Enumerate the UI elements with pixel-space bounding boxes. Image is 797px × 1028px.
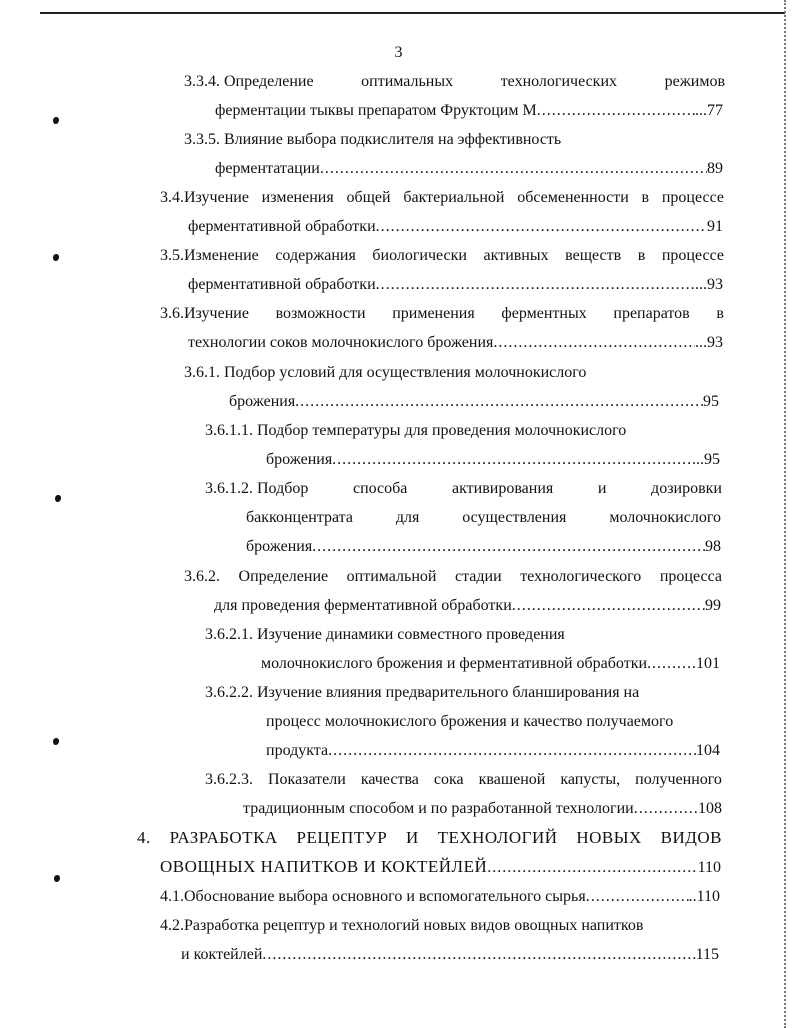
toc-entry-3-6-2-3-line-2: традиционным способом и по разработанной технологии ..... 108 bbox=[243, 799, 722, 821]
toc-entry-4-2-line-1: 4.2.Разработка рецептур и технологий новых видов овощных напитков bbox=[160, 917, 644, 934]
page-number: 3 bbox=[394, 44, 403, 61]
scan-speck bbox=[53, 117, 59, 124]
toc-entry-3-6-1-1-line-1: 3.6.1.1. Подбор температуры для проведения молочнокислого bbox=[205, 422, 627, 439]
toc-entry-3-6-2-2-line-1: 3.6.2.2. Изучение влияния предварительного бланширования на bbox=[205, 684, 640, 701]
toc-entry-3-3-4-line-2: ферментации тыквы препаратом Фруктоцим М ..... ...77 bbox=[215, 101, 723, 123]
toc-entry-3-6-2-2-line-3: продукта ..... 104 bbox=[266, 741, 720, 763]
toc-entry-3-4-line-1: 3.4.Изучение изменения общей бактериальной обсемененности в процессе bbox=[160, 189, 724, 206]
toc-entry-3-6-1-line-2: брожения ..... 95 bbox=[229, 392, 719, 414]
toc-chapter-4-line-1: 4. РАЗРАБОТКА РЕЦЕПТУР И ТЕХНОЛОГИЙ НОВЫХ ВИДОВ bbox=[137, 828, 722, 847]
toc-entry-3-6-2-1-line-1: 3.6.2.1. Изучение динамики совместного проведения bbox=[205, 626, 565, 643]
toc-entry-3-3-5-line-2: ферментатации ..... 89 bbox=[215, 159, 723, 181]
toc-entry-3-6-1-2-line-3: брожения ..... 98 bbox=[246, 537, 721, 559]
toc-entry-4-2-line-2: и коктейлей ..... 115 bbox=[181, 945, 719, 967]
toc-entry-3-6-1-line-1: 3.6.1. Подбор условий для осуществления молочнокислого bbox=[184, 364, 587, 381]
scan-speck bbox=[54, 875, 60, 882]
scan-speck bbox=[53, 738, 59, 745]
toc-entry-3-3-4-line-1: 3.3.4. Определение оптимальных технологических режимов bbox=[184, 73, 725, 90]
toc-entry-3-6-1-2-line-2: бакконцентрата для осуществления молочнокислого bbox=[246, 509, 721, 526]
toc-entry-3-6-2-line-1: 3.6.2. Определение оптимальной стадии технологического процесса bbox=[184, 568, 722, 585]
toc-entry-3-6-2-line-2: для проведения ферментативной обработки ..... 99 bbox=[214, 596, 721, 618]
toc-entry-4-1: 4.1.Обоснование выбора основного и вспомогательного сырья ..... ..110 bbox=[160, 887, 720, 909]
scan-border-top bbox=[40, 12, 785, 14]
toc-entry-3-6-1-1-line-2: брожения ..... ...95 bbox=[266, 450, 720, 472]
toc-entry-3-6-2-3-line-1: 3.6.2.3. Показатели качества сока квашеной капусты, полученного bbox=[205, 771, 722, 788]
toc-entry-3-6-2-1-line-2: молочнокислого брожения и ферментативной обработки ..... 101 bbox=[261, 654, 720, 676]
toc-entry-3-6-line-1: 3.6.Изучение возможности применения ферментных препаратов в bbox=[160, 305, 724, 322]
toc-entry-3-5-line-2: ферментативной обработки ..... ...93 bbox=[188, 275, 723, 297]
toc-entry-3-4-line-2: ферментативной обработки ..... 91 bbox=[188, 217, 723, 239]
toc-entry-3-6-line-2: технологии соков молочнокислого брожения ..... ...93 bbox=[188, 333, 723, 355]
toc-entry-3-5-line-1: 3.5.Изменение содержания биологически активных веществ в процессе bbox=[160, 247, 724, 264]
scan-speck bbox=[53, 254, 59, 261]
scan-speck bbox=[55, 495, 61, 502]
scan-border-right bbox=[784, 0, 786, 1028]
toc-chapter-4-line-2: ОВОЩНЫХ НАПИТКОВ И КОКТЕЙЛЕЙ ..... 110 bbox=[160, 857, 721, 879]
toc-entry-3-3-5-line-1: 3.3.5. Влияние выбора подкислителя на эффективность bbox=[184, 131, 562, 148]
toc-entry-3-6-1-2-line-1: 3.6.1.2. Подбор способа активирования и дозировки bbox=[205, 480, 722, 497]
toc-entry-3-6-2-2-line-2: процесс молочнокислого брожения и качество получаемого bbox=[266, 713, 674, 730]
